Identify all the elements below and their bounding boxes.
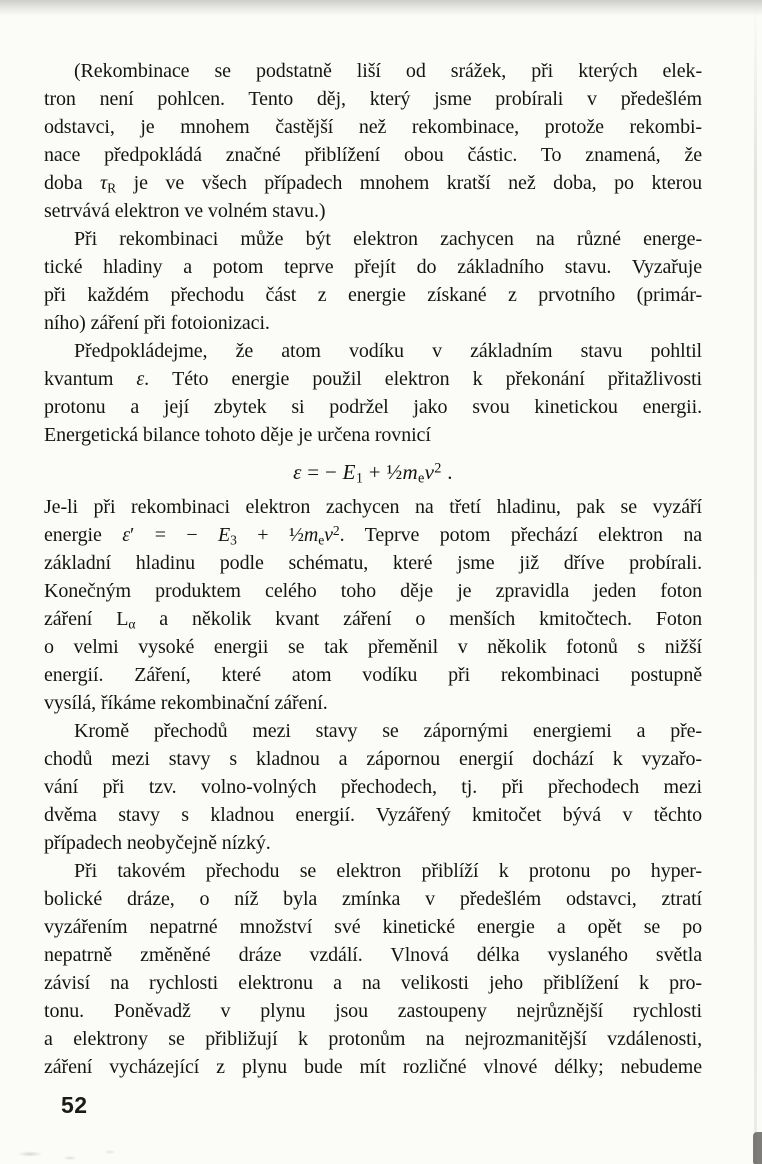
paragraph [44,337,702,449]
text-line: závisí na rychlosti elektronu a na velikosti jeho přiblížení k pro- [44,972,702,994]
text-line: setrvává elektron ve volném stavu.) [44,200,326,222]
text-line: protonu a její zbytek si podržel jako svou kinetickou energii. [44,396,702,418]
text-line: případech neobyčejně nízký. [44,832,271,854]
scan-bottom-specks [0,1146,150,1162]
text-line: bolické dráze, o níž byla zmínka v předešlém odstavci, ztratí [44,888,702,910]
paragraph [44,493,702,717]
text-line: vání při tzv. volno-volných přechodech, tj. při přechodech mezi [44,776,702,798]
paragraph [44,857,702,1081]
text-line: dvěma stavy s kladnou energií. Vyzářený kmitočet bývá v těchto [44,804,702,826]
equation: ε = − $E_1$ + $\frac{1}{2}m_ev^2$ . [293,460,453,487]
text-line: záření vycházející z plynu bude mít rozličné vlnové délky; nebudeme [44,1056,702,1078]
text-line: vysílá, říkáme rekombinační záření. [44,692,328,714]
text-line: záření $L_\alpha$ a několik kvant záření o menších kmitočtech. Foton [44,608,702,632]
text-line: Předpokládejme, že atom vodíku v základním stavu pohltil [74,340,702,362]
paragraph [44,57,702,225]
text-line: energie ε′ = − $E_3$ + $\frac{1}{2}m_ev^2$. Teprve potom přechází elektron na [44,522,703,548]
text-line: nace předpokládá značné přiblížení obou částic. To znamená, že [44,144,702,166]
scan-right-edge-shadow [754,0,757,1164]
text-line: Je-li při rekombinaci elektron zachycen na třetí hladinu, pak se vyzáří [44,496,702,518]
page-number: 52 [61,1092,88,1118]
paragraph [44,717,702,857]
text-line: ního) záření při fotoionizaci. [44,312,270,334]
text-line: a elektrony se přibližují k protonům na nejrozmanitější vzdálenosti, [44,1028,702,1050]
scan-corner-smudge [753,1132,762,1164]
text-line: kvantum ε. Této energie použil elektron k překonání přitažlivosti [44,368,702,390]
text-line: (Rekombinace se podstatně liší od srážek, při kterých elek- [74,60,702,82]
text-line: doba $\tau_R$ je ve všech případech mnohem kratší než doba, po kterou [44,172,702,196]
text-line: tické hladiny a potom teprve přejít do základního stavu. Vyzařuje [44,256,702,278]
text-line: chodů mezi stavy s kladnou a zápornou energií dochází k vyzařo- [44,748,702,770]
text-line: odstavci, je mnohem častější než rekombinace, protože rekombi- [44,116,702,138]
text-line: Kromě přechodů mezi stavy se zápornými energiemi a pře- [74,720,702,742]
text-line: při každém přechodu část z energie získané z prvotního (primár- [44,284,702,306]
text-line: o velmi vysoké energii se tak přeměnil v několik fotonů s nižší [44,636,702,658]
text-line: základní hladinu podle schématu, které jsme již dříve probírali. [44,552,702,574]
text-line: nepatrně změněné dráze vzdálí. Vlnová délka vyslaného světla [44,944,702,966]
text-line: Energetická bilance tohoto děje je určena rovnicí [44,424,431,446]
text-line: Při rekombinaci může být elektron zachycen na různé energe- [74,228,702,250]
text-line: Konečným produktem celého toho děje je zpravidla jeden foton [44,580,702,602]
paragraph [44,225,702,337]
scan-top-edge [0,0,762,16]
text-line: vyzářením nepatrné množství své kinetické energie a opět se po [44,916,702,938]
text-line: energií. Záření, které atom vodíku při rekombinaci postupně [44,664,702,686]
text-block [44,57,702,1081]
text-line: tonu. Poněvadž v plynu jsou zastoupeny nejrůznější rychlosti [44,1000,702,1022]
text-line: Při takovém přechodu se elektron přiblíží k protonu po hyper- [74,860,702,882]
text-line: tron není pohlcen. Tento děj, který jsme probírali v předešlém [44,88,702,110]
